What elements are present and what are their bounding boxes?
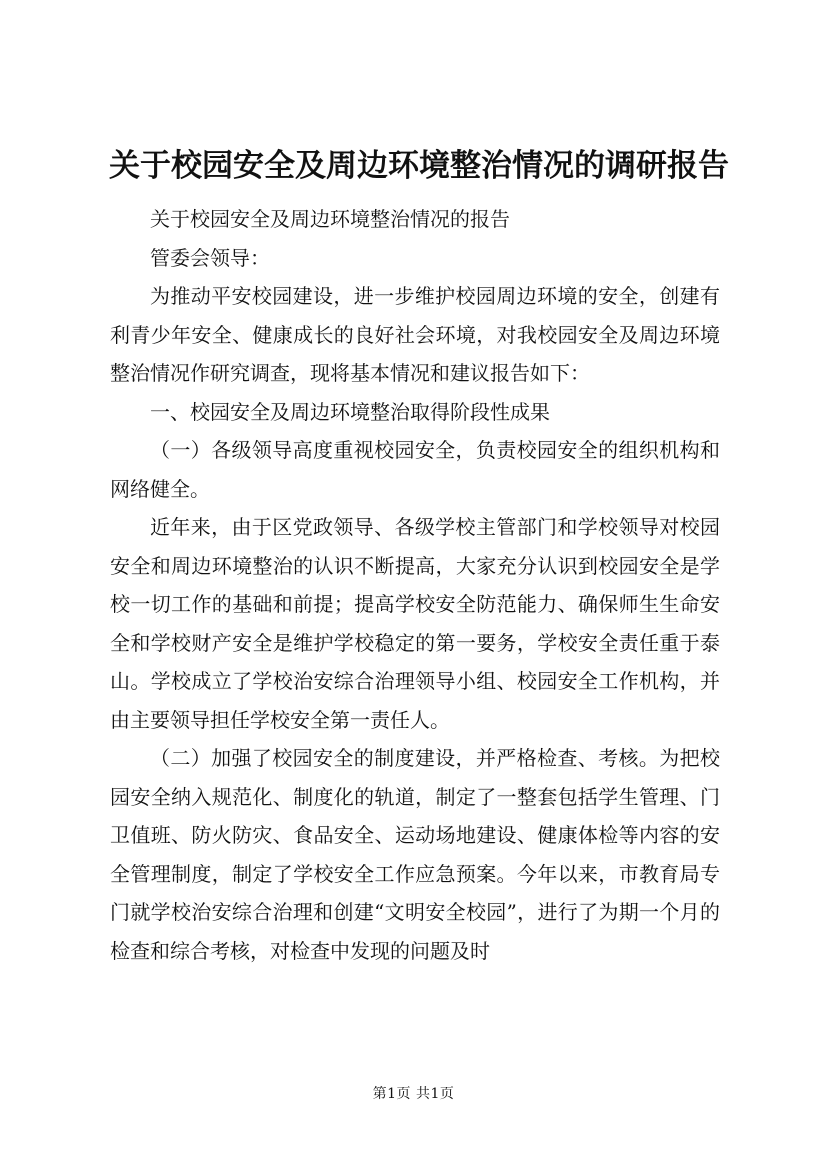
section-heading-1: 一、校园安全及周边环境整治取得阶段性成果 (150, 399, 550, 424)
body-paragraph-2: （二）加强了校园安全的制度建设，并严格检查、考核。为把校园安全纳入规范化、制度化的轨道，制定了一整套包括学生管理、门卫值班、防火防灾、食品安全、运动场地建设、健康体检等内容的安全管理制度，制定了学校安全工作应急预案。今年以来，市教育局专门就学校治安综合治理和创建“文明安全校园”，进行了为期一个月的检查和综合考核，对检查中发现的问题及时 (110, 746, 720, 963)
subsection-heading-1: （一）各级领导高度重视校园安全，负责校园安全的组织机构和网络健全。 (110, 438, 720, 501)
salutation: 管委会领导： (150, 245, 270, 270)
page-footer: 第1页 共1页 (372, 1086, 455, 1102)
body-paragraph-1: 近年来，由于区党政领导、各级学校主管部门和学校领导对校园安全和周边环境整治的认识不断提高，大家充分认识到校园安全是学校一切工作的基础和前提；提高学校安全防范能力、确保师生生命安全和学校财产安全是维护学校稳定的第一要务，学校安全责任重于泰山。学校成立了学校治安综合治理领导小组、校园安全工作机构，并由主要领导担任学校安全第一责任人。 (110, 515, 720, 732)
intro-paragraph: 为推动平安校园建设，进一步维护校园周边环境的安全，创建有利青少年安全、健康成长的良好社会环境，对我校园安全及周边环境整治情况作研究调查，现将基本情况和建议报告如下： (110, 284, 720, 385)
document-title: 关于校园安全及周边环境整治情况的调研报告 (109, 148, 729, 184)
document-body (110, 200, 720, 970)
report-subtitle: 关于校园安全及周边环境整治情况的报告 (150, 207, 510, 231)
